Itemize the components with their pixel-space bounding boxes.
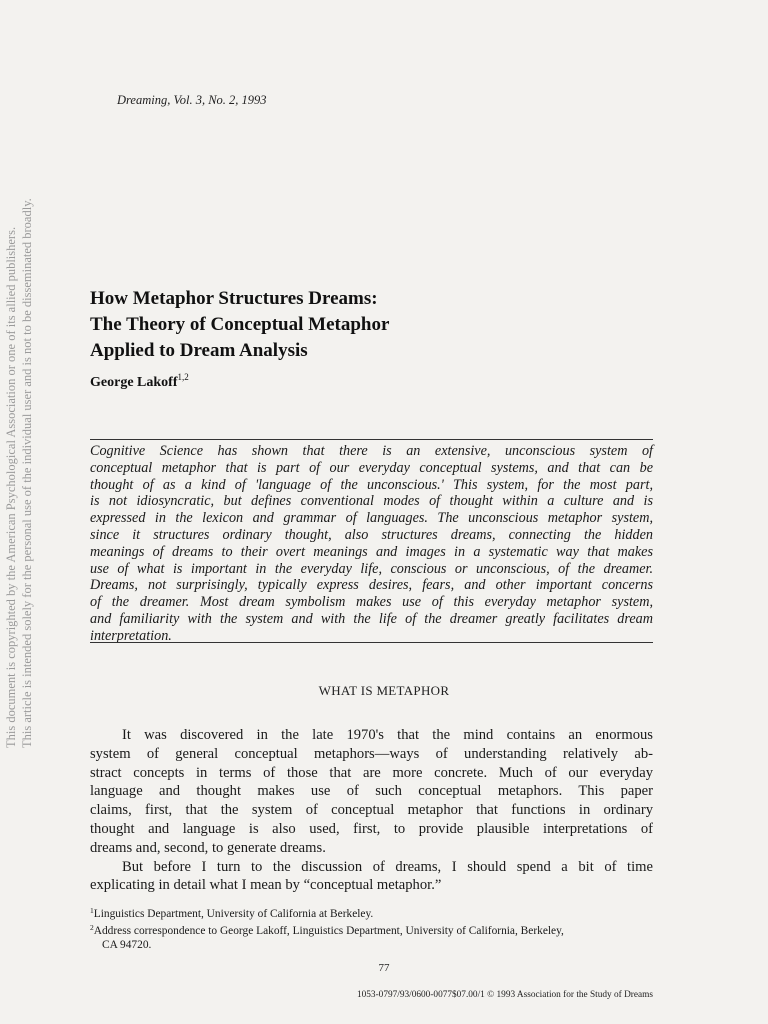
- footnote-mark: 2: [90, 923, 94, 933]
- journal-citation: Dreaming, Vol. 3, No. 2, 1993: [117, 93, 267, 107]
- footnotes: [90, 904, 653, 953]
- author-name: George Lakoff: [90, 375, 178, 390]
- abstract-line: conceptual metaphor that is part of our everyday conceptual systems, and that can be: [90, 459, 653, 476]
- body-line: language and thought makes use of such conceptual metaphors. This paper: [90, 783, 653, 800]
- abstract-line: of the dreamer. Most dream symbolism makes use of this everyday metaphor system,: [90, 594, 653, 611]
- body-line: explicating in detail what I mean by “conceptual metaphor.”: [90, 877, 442, 894]
- abstract-top-rule: [90, 439, 653, 440]
- abstract-line: thought of as a kind of 'language of the unconscious.' This system, for the most part,: [90, 476, 653, 493]
- body-line: thought and language is also used, first, to provide plausible interpretations of: [90, 820, 653, 837]
- article-title: [90, 286, 389, 364]
- body-line: dreams and, second, to generate dreams.: [90, 839, 326, 856]
- copyright-line: 1053-0797/93/0600-0077$07.00/1 © 1993 Association for the Study of Dreams: [356, 990, 653, 1000]
- footnote-1: [90, 904, 653, 921]
- body-line: claims, first, that the system of conceptual metaphor that functions in ordinary: [90, 802, 653, 819]
- body-line: It was discovered in the late 1970's that the mind contains an enormous: [122, 727, 653, 743]
- body-paragraphs: [90, 726, 653, 895]
- side-notice-line-2: This article is intended solely for the personal use of the individual user and is not to be disseminated broadly.: [20, 198, 34, 748]
- footnote-2-continuation: CA 94720.: [102, 939, 152, 952]
- abstract-line: is not idiosyncratic, but defines conventional modes of thought within a culture and is: [90, 493, 653, 510]
- footnote-text: Linguistics Department, University of California at Berkeley.: [93, 908, 374, 920]
- body-line: But before I turn to the discussion of dreams, I should spend a bit of time: [122, 858, 653, 875]
- abstract-bottom-rule: [90, 642, 653, 643]
- side-notice-line-1: This document is copyrighted by the American Psychological Association or one of its allied publishers.: [4, 226, 18, 748]
- abstract-line: Dreams, not surprisingly, typically express desires, fears, and other important concerns: [90, 577, 653, 594]
- body-line: stract concepts in terms of those that are more concrete. Much of our everyday: [90, 764, 653, 781]
- abstract-line: meanings of dreams to their overt meanings and images in a systematic way that makes: [90, 543, 653, 560]
- abstract-line: interpretation.: [90, 627, 172, 644]
- abstract: [90, 443, 653, 645]
- abstract-line: and familiarity with the system and with the life of the dreamer greatly facilitates dream: [90, 610, 653, 627]
- abstract-line: since it structures ordinary thought, also structures dreams, connecting the hidden: [90, 526, 653, 543]
- title-line: Applied to Dream Analysis: [90, 340, 308, 361]
- author-affiliation-marks: 1,2: [177, 372, 189, 382]
- author-byline: [90, 372, 189, 391]
- page-number: 77: [378, 962, 390, 974]
- abstract-line: use of what is important in the everyday life, conscious or unconscious, of the dreamer.: [90, 560, 653, 577]
- abstract-line: expressed in the lexicon and grammar of languages. The unconscious metaphor system,: [90, 510, 653, 527]
- footnote-text: Address correspondence to George Lakoff, Linguistics Department, University of California, Berkeley,: [93, 925, 564, 938]
- footnote-2: [90, 921, 653, 938]
- title-line: How Metaphor Structures Dreams:: [90, 288, 378, 309]
- body-line: system of general conceptual metaphors—ways of understanding relatively ab-: [90, 745, 653, 762]
- section-heading: WHAT IS METAPHOR: [318, 683, 450, 698]
- title-line: The Theory of Conceptual Metaphor: [90, 314, 390, 335]
- copyright-side-notice: [0, 0, 50, 1024]
- abstract-line: Cognitive Science has shown that there is an extensive, unconscious system of: [90, 443, 653, 459]
- footnote-mark: 1: [90, 906, 94, 915]
